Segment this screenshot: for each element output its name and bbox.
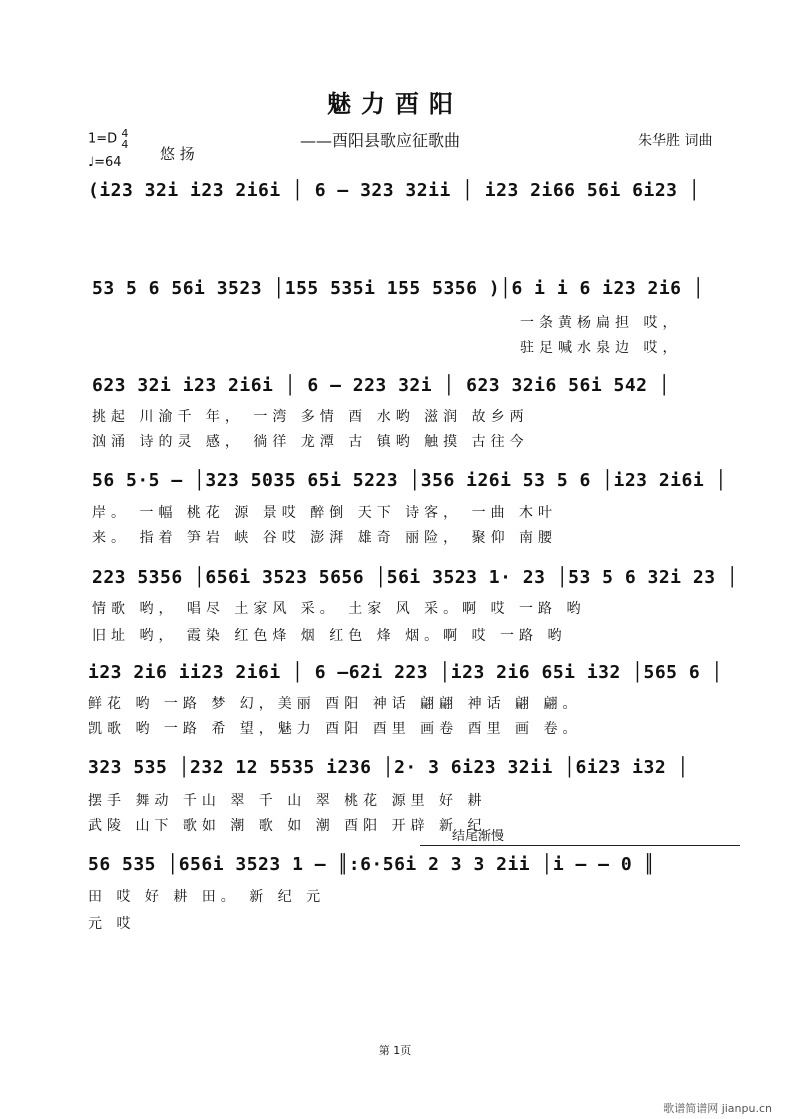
- key-signature: [88, 128, 128, 150]
- time-signature: 4 4: [121, 127, 129, 151]
- composer-credit: 朱华胜 词曲: [638, 133, 713, 149]
- system-4-notes: 56 5·5 – │323 5035 65i 5223 │356 i26i 53 5 6 │i23 2i6i │: [92, 470, 727, 491]
- system-6-lyric-2: 凯歌 哟 一路 希 望，魅力 酉阳 酉里 画卷 酉里 画 卷。: [88, 721, 582, 737]
- system-5-notes: 223 5356 │656i 3523 5656 │56i 3523 1· 23 │53 5 6 32i 23 │: [92, 567, 739, 588]
- ending-tempo-marking: 结尾渐慢: [452, 829, 505, 844]
- tempo-marking: ♩=64: [88, 155, 122, 170]
- system-7-lyric-2: 武陵 山下 歌如 潮 歌 如 潮 酉阳 开辟 新 纪: [88, 818, 487, 834]
- system-8-notes: 56 535 │656i 3523 1 – ║:6·56i 2 3 3 2ii │i – – 0 ║: [88, 854, 655, 875]
- page-number: 第 1页: [378, 1044, 412, 1057]
- system-2-lyric-1: 一条黄杨扁担 哎，: [520, 315, 682, 331]
- song-title: 魅力酉阳: [327, 89, 463, 118]
- watermark: 歌谱简谱网 jianpu.cn: [663, 1102, 772, 1115]
- system-3-lyric-2: 汹涌 诗的灵 感， 徜徉 龙潭 古 镇哟 触摸 古往今: [92, 434, 529, 450]
- subtitle: ——酉阳县歌应征歌曲: [300, 131, 461, 150]
- system-5-lyric-1: 情歌 哟， 唱尽 土家风 采。 土家 风 采。啊 哎 一路 哟: [92, 601, 586, 617]
- system-4-lyric-2: 来。 指着 笋岩 峡 谷哎 澎湃 雄奇 丽险， 聚仰 南腰: [92, 530, 558, 546]
- system-7-lyric-1: 摆手 舞动 千山 翠 千 山 翠 桃花 源里 好 耕: [88, 793, 487, 809]
- system-3-notes: 623 32i i23 2i6i │ 6 – 223 32i │ 623 32i6 56i 542 │: [92, 375, 671, 396]
- system-8-lyric-1: 田 哎 好 耕 田。 新 纪 元: [88, 889, 326, 905]
- system-1-notes: (i23 32i i23 2i6i │ 6 – 323 32ii │ i23 2i66 56i 6i23 │: [88, 180, 701, 201]
- system-6-lyric-1: 鲜花 哟 一路 梦 幻，美丽 酉阳 神话 翩翩 神话 翩 翩。: [88, 696, 582, 712]
- expression-marking: 悠 扬: [160, 145, 195, 163]
- key-label: 1=D: [88, 131, 118, 147]
- system-2-lyric-2: 驻足喊水泉边 哎，: [520, 340, 682, 356]
- system-3-lyric-1: 挑起 川渝千 年， 一湾 多情 酉 水哟 滋润 故乡两: [92, 409, 529, 425]
- system-2-notes: 53 5 6 56i 3523 │155 535i 155 5356 )│6 i i 6 i23 2i6 │: [92, 278, 705, 299]
- system-6-notes: i23 2i6 ii23 2i6i │ 6 –62i 223 │i23 2i6 65i i32 │565 6 │: [88, 662, 723, 683]
- system-7-notes: 323 535 │232 12 5535 i236 │2· 3 6i23 32ii │6i23 i32 │: [88, 757, 689, 778]
- system-4-lyric-1: 岸。 一幅 桃花 源 景哎 醉倒 天下 诗客， 一曲 木叶: [92, 505, 558, 521]
- volta-line: [420, 845, 740, 846]
- system-5-lyric-2: 旧址 哟， 霞染 红色烽 烟 红色 烽 烟。啊 哎 一路 哟: [92, 628, 567, 644]
- system-8-lyric-2: 元 哎: [88, 916, 136, 932]
